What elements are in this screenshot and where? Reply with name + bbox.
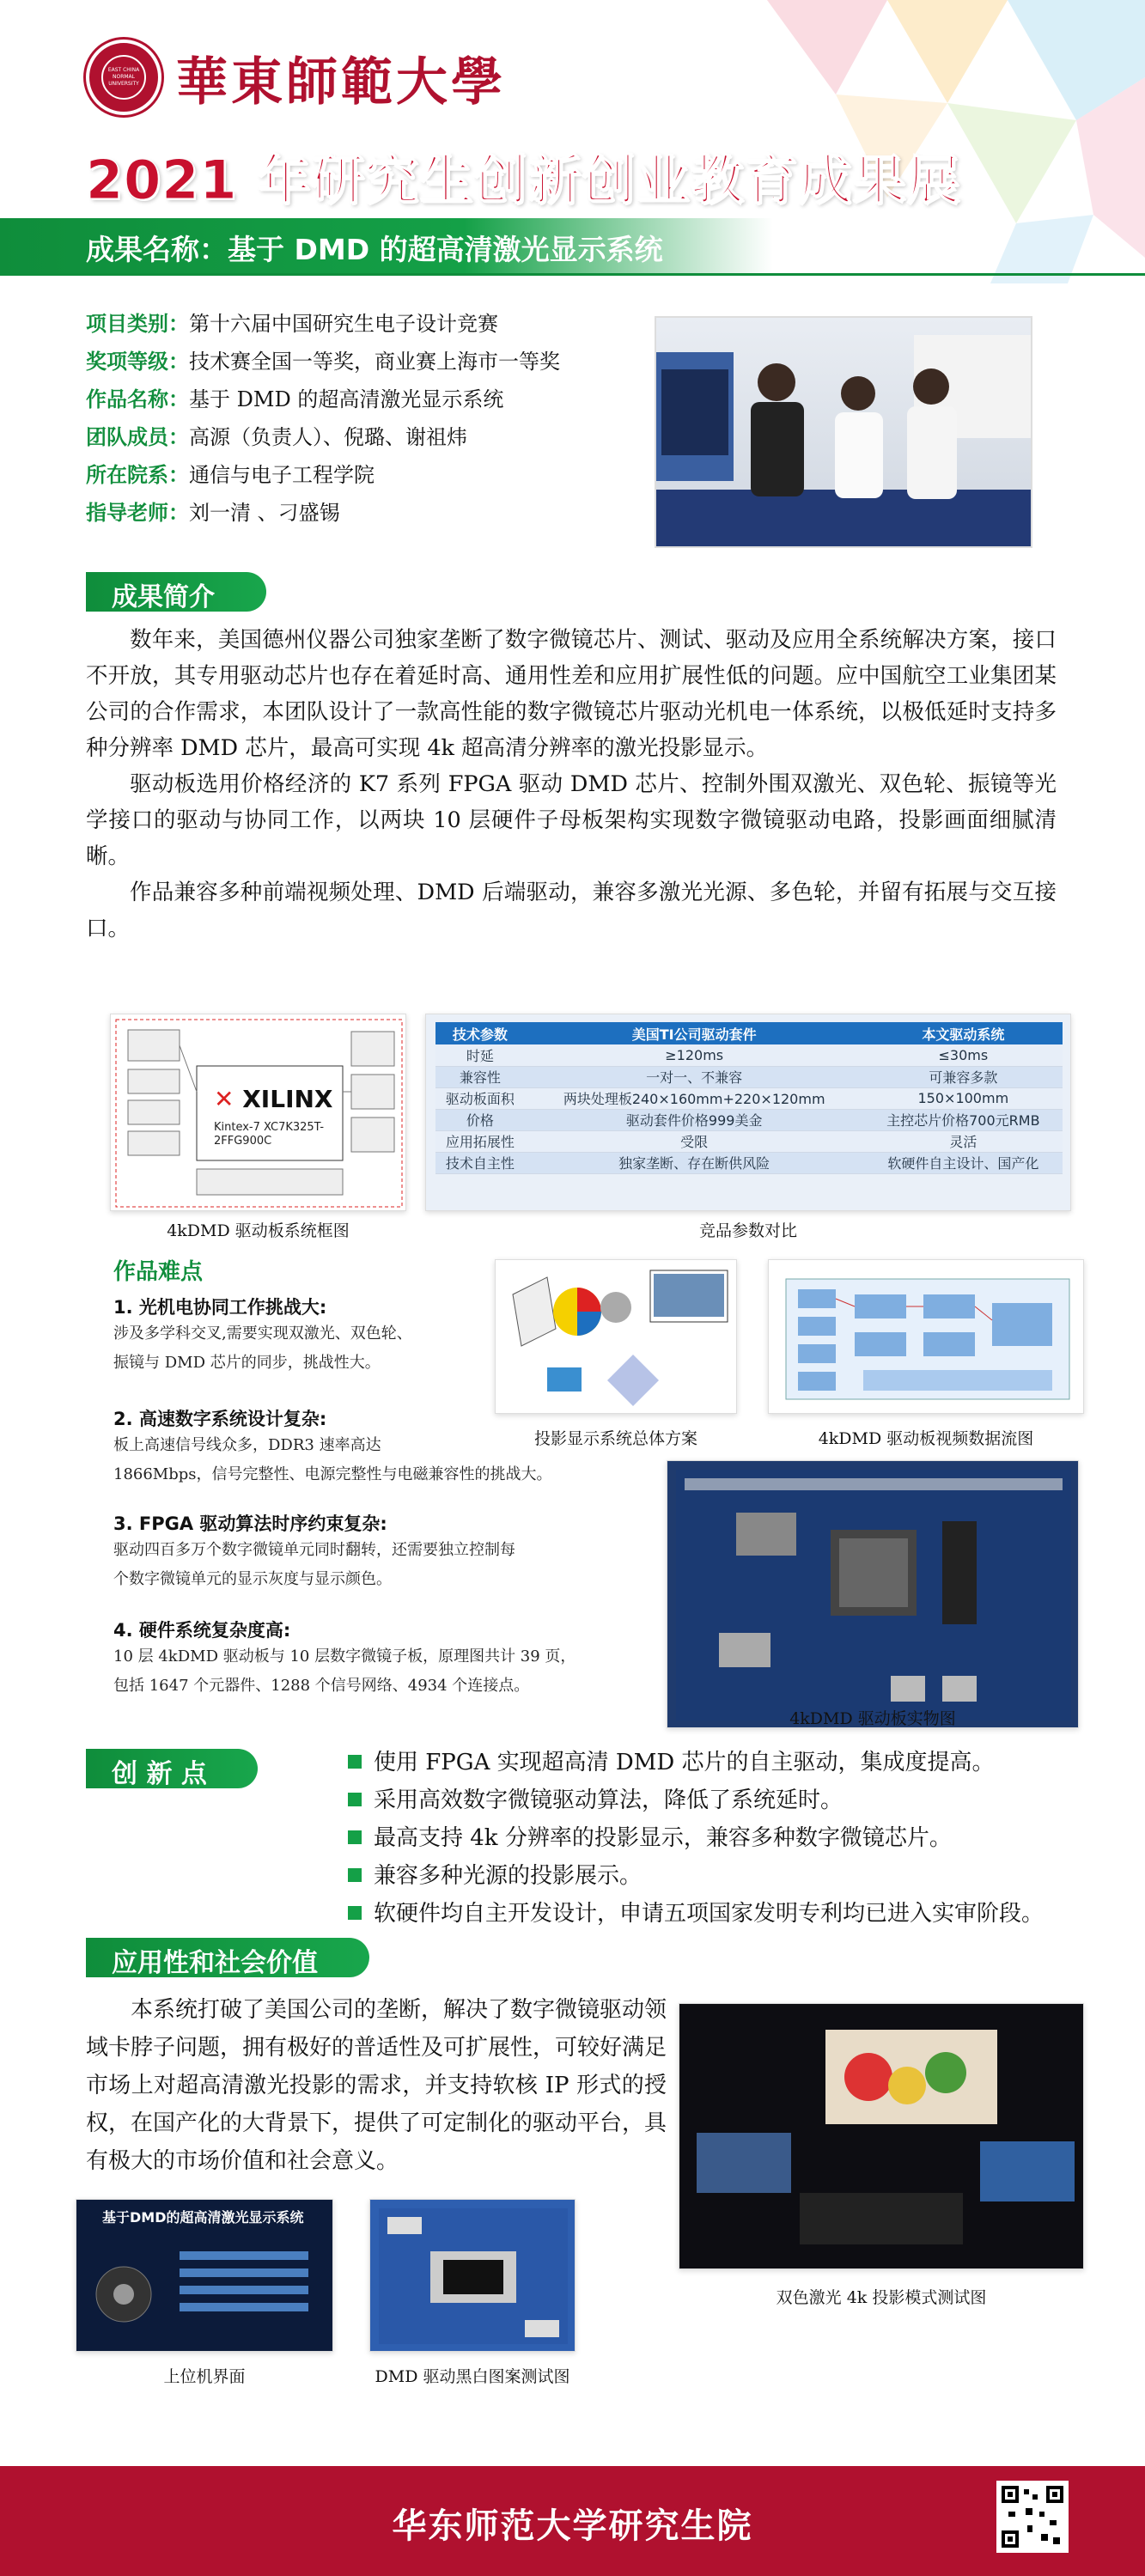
pattern-test-drawing <box>370 2200 576 2352</box>
table-row: 时延 ≥120ms ≤30ms <box>435 1044 1063 1066</box>
scheme-drawing <box>496 1260 737 1414</box>
board-diagram-caption: 4kDMD 驱动板系统框图 <box>167 1221 350 1240</box>
table-row: 技术自主性 独家垄断、存在断供风险 软硬件自主设计、国产化 <box>435 1152 1063 1173</box>
difficulty-item: 2. 高速数字系统设计复杂: 板上高速信号线众多，DDR3 速率高达 1866Mbps，信号完整性、电源完整性与电磁兼容性的挑战大。 <box>113 1409 552 1483</box>
section-heading-innovation: 创 新 点 <box>86 1749 258 1788</box>
intro-paragraph: 驱动板选用价格经济的 K7 系列 FPGA 驱动 DMD 芯片、控制外围双激光、双色轮、振镜等光学接口的驱动与协同工作，以两块 10 层硬件子母板架构实现数字微镜驱动电路，投影画面细腻清晰。 <box>86 771 1057 869</box>
projection-test-caption: 双色激光 4k 投影模式测试图 <box>776 2288 987 2307</box>
intro-paragraph: 数年来，美国德州仪器公司独家垄断了数字微镜芯片、测试、驱动及应用全系统解决方案，接口不开放，其专用驱动芯片也存在着延时高、通用性差和应用扩展性低的问题。应中国航空工业集团某公司的合作需求，本团队设计了一款高性能的数字微镜芯片驱动光机电一体系统，以极低延时支持多种分辨率 DMD 芯片，最高可实现 4k 超高清分辨率的激光投影显示。 <box>86 627 1057 761</box>
footer-text: 华东师范大学研究生院 <box>392 2506 753 2546</box>
ui-screenshot-drawing <box>76 2200 333 2352</box>
table-header: 美国TI公司驱动套件 <box>525 1022 864 1044</box>
compare-table <box>435 1022 1063 1174</box>
qr-code-drawing <box>1002 2486 1063 2548</box>
innovation-item: 最高支持 4k 分辨率的投影显示，兼容多种数字微镜芯片。 <box>348 1819 1087 1857</box>
difficulties-heading: 作品难点 <box>113 1259 204 1285</box>
difficulty-item: 4. 硬件系统复杂度高: 10 层 4kDMD 驱动板与 10 层数字微镜子板，原理图共计 39 页， 包括 1647 个元器件、1288 个信号网络、4934 个连接点。 <box>113 1620 576 1695</box>
host-ui-screenshot <box>76 2199 333 2352</box>
dataflow-drawing <box>769 1260 1084 1414</box>
project-title-bar <box>0 218 773 273</box>
ui-caption: 上位机界面 <box>163 2367 246 2386</box>
compare-caption: 竞品参数对比 <box>698 1221 797 1240</box>
projection-test-drawing <box>679 2004 1084 2269</box>
bullet-square-icon <box>348 1830 362 1844</box>
table-row: 驱动板面积 两块处理板240×160mm+220×120mm 150×100mm <box>435 1087 1063 1109</box>
divider <box>0 273 1145 276</box>
table-header: 本文驱动系统 <box>864 1022 1063 1044</box>
difficulty-item: 1. 光机电协同工作挑战大: 涉及多学科交叉,需要实现双激光、双色轮、 振镜与 DMD 芯片的同步，挑战性大。 <box>113 1297 412 1372</box>
fpga-part-label: Kintex-7 XC7K325T-2FFG900C <box>214 1121 325 1148</box>
table-header: 技术参数 <box>435 1022 525 1044</box>
value-text: 本系统打破了美国公司的垄断，解决了数字微镜驱动领域卡脖子问题，拥有极好的普适性及可扩展性，可较好满足市场上对超高清激光投影的需求，并支持软核 IP 形式的授权，在国产化的大背景下，提供了可定制化的驱动平台，具有极大的市场价值和社会意义。 <box>86 1997 667 2174</box>
pattern-test-photo <box>369 2199 576 2352</box>
projection-scheme-figure <box>495 1259 737 1414</box>
bullet-square-icon <box>348 1906 362 1920</box>
footer-bar <box>0 2466 1145 2576</box>
innovation-item: 软硬件均自主开发设计，申请五项国家发明专利均已进入实审阶段。 <box>348 1895 1087 1933</box>
bullet-square-icon <box>348 1755 362 1769</box>
table-row: 应用拓展性 受限 灵活 <box>435 1130 1063 1152</box>
info-row: 指导老师：刘一清 、刁盛锡 <box>86 500 340 525</box>
university-logo <box>86 40 161 115</box>
info-row: 项目类别：第十六届中国研究生电子设计竞赛 <box>86 311 498 336</box>
bullet-square-icon <box>348 1793 362 1806</box>
board-photo-drawing <box>667 1461 1079 1728</box>
info-row: 团队成员：高源（负责人）、倪璐、谢祖炜 <box>86 424 467 449</box>
team-photo <box>655 316 1032 548</box>
info-row: 作品名称：基于 DMD 的超高清激光显示系统 <box>86 387 504 411</box>
board-block-diagram <box>110 1014 406 1211</box>
university-name: 華東師範大學 <box>176 52 506 113</box>
innovation-item: 采用高效数字微镜驱动算法，降低了系统延时。 <box>348 1781 1087 1819</box>
board-photo-caption: 4kDMD 驱动板实物图 <box>789 1709 956 1728</box>
pattern-caption: DMD 驱动黑白图案测试图 <box>375 2367 570 2386</box>
innovation-item: 兼容多种光源的投影展示。 <box>348 1857 1087 1895</box>
info-row: 所在院系：通信与电子工程学院 <box>86 462 375 487</box>
section-heading-value: 应用性和社会价值 <box>86 1938 369 1977</box>
board-photo <box>667 1460 1079 1728</box>
logo-seal-icon: EAST CHINA NORMAL UNIVERSITY <box>101 55 146 100</box>
project-title: 成果名称：基于 DMD 的超高清激光显示系统 <box>86 233 663 266</box>
team-photo-illustration <box>656 318 1032 548</box>
projection-test-photo <box>679 2003 1084 2269</box>
xilinx-logo: ✕ XILINX <box>214 1085 333 1113</box>
table-row: 兼容性 一对一、不兼容 可兼容多款 <box>435 1066 1063 1087</box>
ui-screen-title: 基于DMD的超高清激光显示系统 <box>102 2209 304 2226</box>
scheme-caption: 投影显示系统总体方案 <box>533 1429 697 1448</box>
exhibition-title: 2021 年研究生创新创业教育成果展 <box>86 149 961 211</box>
table-row: 价格 驱动套件价格999美金 主控芯片价格700元RMB <box>435 1109 1063 1130</box>
innovation-item: 使用 FPGA 实现超高清 DMD 芯片的自主驱动，集成度提高。 <box>348 1744 1087 1781</box>
intro-paragraph: 作品兼容多种前端视频处理、DMD 后端驱动，兼容多激光光源、多色轮，并留有拓展与交互接口。 <box>86 880 1057 941</box>
difficulty-item: 3. FPGA 驱动算法时序约束复杂: 驱动四百多万个数字微镜单元同时翻转，还需要独立控制每 个数字微镜单元的显示灰度与显示颜色。 <box>113 1513 515 1588</box>
qr-code-icon <box>996 2481 1069 2553</box>
dataflow-figure <box>768 1259 1084 1414</box>
dataflow-caption: 4kDMD 驱动板视频数据流图 <box>818 1429 1034 1448</box>
section-heading-intro: 成果简介 <box>86 572 266 612</box>
intro-text <box>86 622 1057 947</box>
innovation-list <box>348 1744 1087 1933</box>
bullet-square-icon <box>348 1868 362 1882</box>
info-row: 奖项等级：技术赛全国一等奖，商业赛上海市一等奖 <box>86 349 560 374</box>
